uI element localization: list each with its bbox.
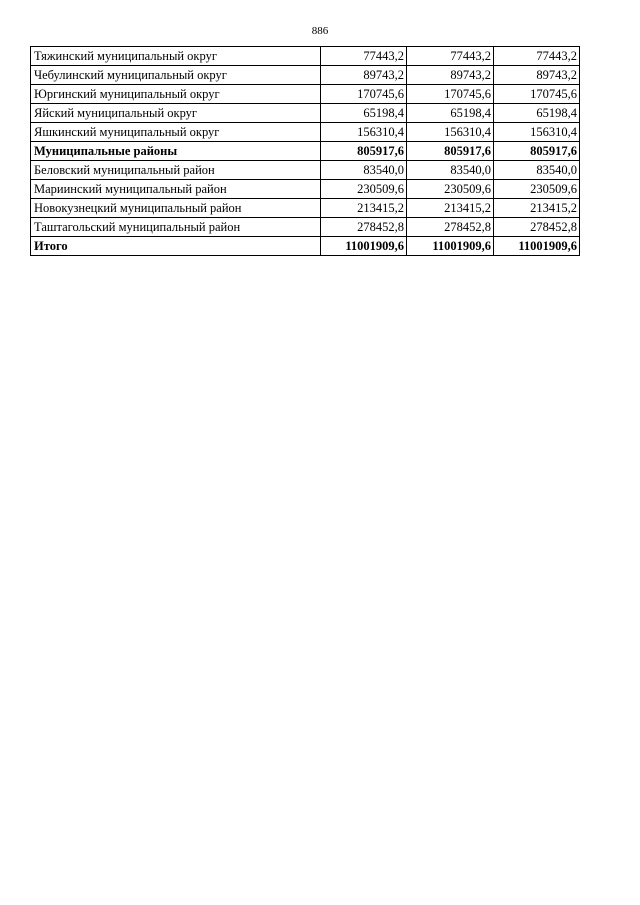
municipality-name: Мариинский муниципальный район [31,180,321,199]
table-row [31,180,580,199]
municipality-name: Беловский муниципальный район [31,161,321,180]
table-row [31,161,580,180]
municipality-name: Юргинский муниципальный округ [31,85,321,104]
subtotal-row [31,142,580,161]
amount-col-3: 278452,8 [494,218,580,237]
amount-col-3: 170745,6 [494,85,580,104]
amount-col-2: 65198,4 [407,104,494,123]
amount-col-1: 170745,6 [321,85,407,104]
table-body [31,47,580,256]
amount-col-1: 65198,4 [321,104,407,123]
amount-col-1: 156310,4 [321,123,407,142]
amount-col-1: 805917,6 [321,142,407,161]
table-row [31,123,580,142]
amount-col-2: 213415,2 [407,199,494,218]
amount-col-3: 213415,2 [494,199,580,218]
municipality-name: Яшкинский муниципальный округ [31,123,321,142]
amount-col-1: 11001909,6 [321,237,407,256]
amount-col-2: 89743,2 [407,66,494,85]
amount-col-1: 83540,0 [321,161,407,180]
amount-col-2: 156310,4 [407,123,494,142]
amount-col-3: 230509,6 [494,180,580,199]
amount-col-1: 230509,6 [321,180,407,199]
total-label: Итого [31,237,321,256]
table-row [31,47,580,66]
municipality-name: Яйский муниципальный округ [31,104,321,123]
amount-col-2: 230509,6 [407,180,494,199]
municipality-name: Новокузнецкий муниципальный район [31,199,321,218]
amount-col-3: 89743,2 [494,66,580,85]
amount-col-1: 89743,2 [321,66,407,85]
amount-col-2: 278452,8 [407,218,494,237]
budget-table [30,46,580,256]
page-number: 886 [311,25,329,37]
amount-col-2: 805917,6 [407,142,494,161]
amount-col-3: 65198,4 [494,104,580,123]
table-row [31,218,580,237]
amount-col-2: 77443,2 [407,47,494,66]
amount-col-2: 83540,0 [407,161,494,180]
table-row [31,66,580,85]
amount-col-3: 77443,2 [494,47,580,66]
municipality-name: Таштагольский муниципальный район [31,218,321,237]
amount-col-3: 11001909,6 [494,237,580,256]
municipality-name: Чебулинский муниципальный округ [31,66,321,85]
amount-col-1: 213415,2 [321,199,407,218]
amount-col-2: 170745,6 [407,85,494,104]
table-row [31,104,580,123]
table-row [31,85,580,104]
amount-col-2: 11001909,6 [407,237,494,256]
amount-col-3: 156310,4 [494,123,580,142]
amount-col-3: 805917,6 [494,142,580,161]
subtotal-label: Муниципальные районы [31,142,321,161]
amount-col-1: 77443,2 [321,47,407,66]
municipality-name: Тяжинский муниципальный округ [31,47,321,66]
table-row [31,199,580,218]
amount-col-1: 278452,8 [321,218,407,237]
amount-col-3: 83540,0 [494,161,580,180]
total-row [31,237,580,256]
